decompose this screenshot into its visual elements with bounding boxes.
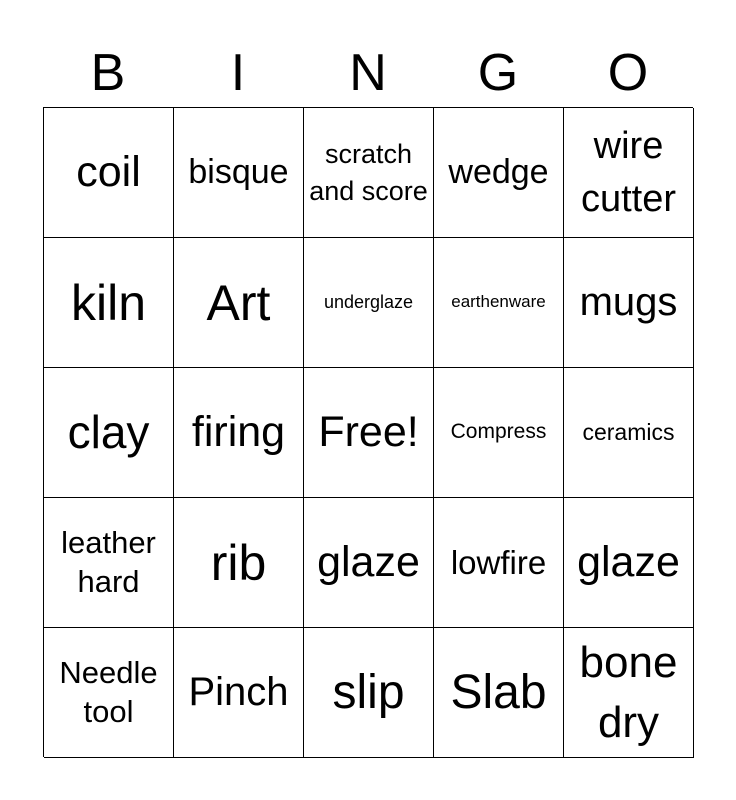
bingo-cell[interactable]	[44, 238, 174, 368]
cell-label: Free!	[318, 408, 419, 457]
cell-label: scratch and score	[309, 139, 428, 206]
cell-label: bone dry	[579, 638, 678, 747]
bingo-cell[interactable]	[434, 628, 564, 758]
bingo-cell[interactable]	[174, 368, 304, 498]
bingo-cell[interactable]	[304, 238, 434, 368]
bingo-cell[interactable]	[174, 108, 304, 238]
header-letter-g: G	[477, 44, 519, 102]
cell-label: lowfire	[450, 543, 547, 581]
bingo-cell[interactable]	[564, 368, 694, 498]
cell-label: Slab	[450, 665, 547, 719]
cell-label: Pinch	[188, 669, 289, 714]
bingo-cell[interactable]	[44, 108, 174, 238]
bingo-cell[interactable]	[434, 238, 564, 368]
header-letter-b: B	[90, 44, 126, 102]
cell-label: Needle tool	[59, 654, 158, 729]
header-letter-n: N	[349, 44, 387, 102]
bingo-cell[interactable]	[304, 498, 434, 628]
bingo-cell[interactable]	[174, 628, 304, 758]
cell-label: bisque	[188, 153, 289, 192]
bingo-cell[interactable]	[564, 238, 694, 368]
bingo-cell[interactable]	[304, 628, 434, 758]
bingo-cell[interactable]	[564, 108, 694, 238]
cell-label: wedge	[448, 153, 549, 192]
cell-label: rib	[210, 534, 267, 591]
bingo-cell[interactable]	[434, 368, 564, 498]
cell-label: slip	[332, 665, 405, 719]
cell-label: Art	[206, 274, 271, 331]
cell-label: glaze	[577, 538, 680, 587]
cell-label: ceramics	[582, 419, 675, 446]
bingo-cell[interactable]	[174, 238, 304, 368]
bingo-board	[43, 107, 693, 757]
bingo-cell[interactable]	[44, 498, 174, 628]
cell-label: leather hard	[61, 524, 156, 599]
header-letter-i: I	[230, 44, 246, 102]
bingo-cell[interactable]	[564, 628, 694, 758]
cell-label: kiln	[70, 274, 147, 331]
bingo-cell[interactable]	[434, 108, 564, 238]
bingo-header	[43, 40, 693, 106]
bingo-cell[interactable]	[304, 368, 434, 498]
cell-label: firing	[191, 408, 286, 457]
cell-label: coil	[76, 148, 141, 197]
cell-label: mugs	[579, 279, 678, 324]
cell-label: clay	[67, 405, 150, 458]
cell-label: underglaze	[323, 291, 414, 312]
bingo-cell[interactable]	[564, 498, 694, 628]
bingo-cell[interactable]	[304, 108, 434, 238]
bingo-cell[interactable]	[44, 368, 174, 498]
cell-label: wire cutter	[580, 125, 677, 220]
cell-label: earthenware	[451, 292, 546, 312]
bingo-cell[interactable]	[434, 498, 564, 628]
bingo-cell[interactable]	[44, 628, 174, 758]
header-letter-o: O	[607, 44, 649, 102]
cell-label: Compress	[450, 420, 547, 444]
cell-label: glaze	[317, 538, 420, 587]
bingo-cell[interactable]	[174, 498, 304, 628]
